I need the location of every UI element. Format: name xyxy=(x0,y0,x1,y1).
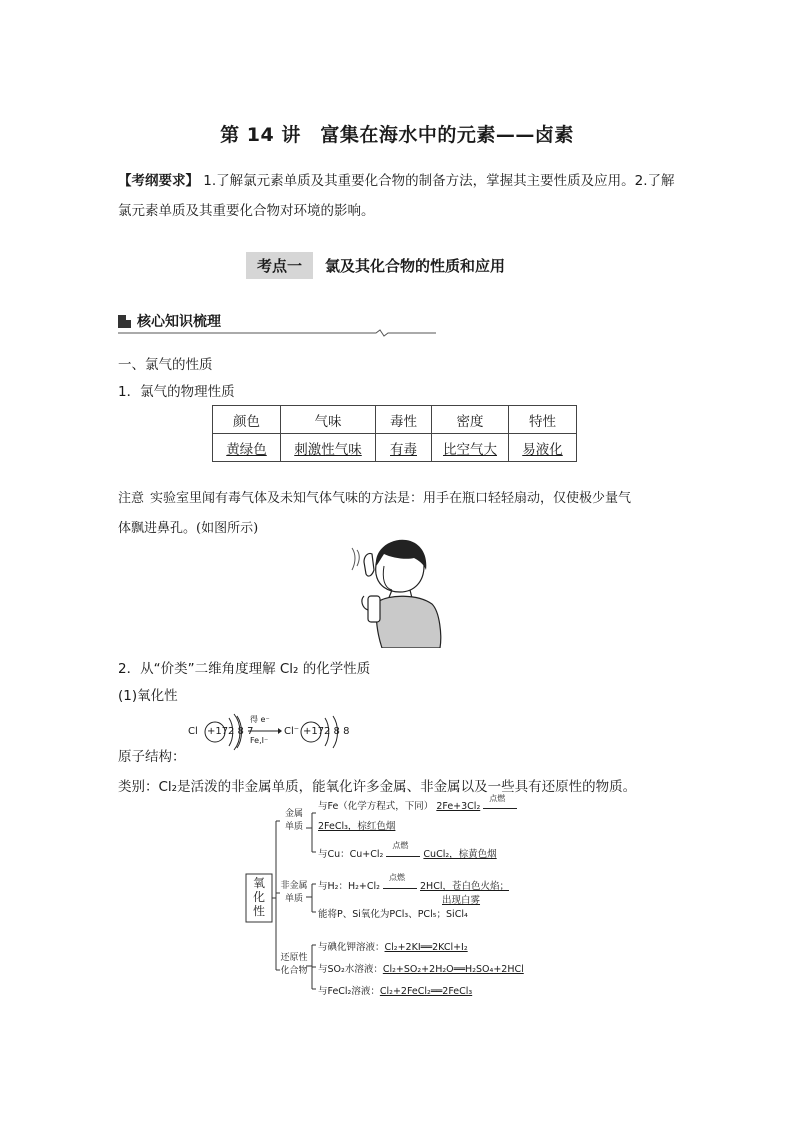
tree-root-label: 氧化性 xyxy=(252,876,265,918)
atom-structure-label: 原子结构： xyxy=(118,749,186,765)
table-cell: 刺激性气味 xyxy=(281,434,376,462)
branch-label-line: 化合物 xyxy=(280,966,308,976)
item-prefix: 与FeCl₂溶液： xyxy=(318,986,380,997)
outer-shell-arc xyxy=(218,712,244,752)
item-prefix: 与SO₂水溶液： xyxy=(318,964,383,975)
kaodian-tag: 考点一 xyxy=(246,252,313,279)
heading-physical-properties: 1．氯气的物理性质 xyxy=(118,384,235,400)
tree-item xyxy=(318,873,509,892)
reagent-label: Fe,I⁻ xyxy=(250,736,269,745)
table-cell: 有毒 xyxy=(376,434,432,462)
heading-chlorine-properties: 一、氯气的性质 xyxy=(118,357,213,373)
condition-bar xyxy=(483,794,517,809)
note-paragraph xyxy=(118,484,683,544)
section-heading xyxy=(118,309,436,333)
condition-label: 点燃 xyxy=(489,794,506,803)
requirement-label: 【考纲要求】 xyxy=(118,173,199,189)
table-header-cell: 气味 xyxy=(281,406,376,434)
table-header-cell: 密度 xyxy=(432,406,509,434)
tree-item: 能将P、Si氧化为PCl₃、PCl₅；SiCl₄ xyxy=(318,909,468,920)
item-equation: 2Fe+3Cl₂ xyxy=(436,801,481,812)
item-prefix: 与碘化钾溶液： xyxy=(318,942,385,953)
branch-label-metal xyxy=(282,808,306,834)
table-cell: 黄绿色 xyxy=(213,434,281,462)
heading-oxidizing: (1)氧化性 xyxy=(118,688,178,704)
category-text: 类别：Cl₂是活泼的非金属单质，能氧化许多金属、非金属以及一些具有还原性的物质。 xyxy=(118,779,637,795)
tree-item xyxy=(318,939,468,953)
item-line2: 出现白雾 xyxy=(442,895,481,906)
item-prefix: 与Cu： xyxy=(318,849,350,860)
kaodian-header xyxy=(246,252,505,278)
atom-structure-diagram xyxy=(188,706,358,756)
item-product: 2HCl，苍白色火焰； xyxy=(420,881,509,892)
item-prefix: 与Fe（化学方程式，下同） xyxy=(318,801,434,812)
nucleus-charge: +17 xyxy=(207,726,229,737)
branch-label-line: 非金属 xyxy=(280,881,308,891)
exam-requirement xyxy=(118,166,683,226)
branch-label-nonmetal xyxy=(278,880,310,906)
item-equation: H₂+Cl₂ xyxy=(347,881,380,892)
table-header-cell: 特性 xyxy=(509,406,577,434)
electron-shells-atom: 2 8 7 xyxy=(228,726,254,737)
table-cell: 易液化 xyxy=(509,434,577,462)
table-row xyxy=(213,434,577,462)
reaction-arrow xyxy=(248,728,282,734)
cl-atom-symbol: Cl xyxy=(188,726,198,737)
heading-chemical-properties: 2．从“价类”二维角度理解 Cl₂ 的化学性质 xyxy=(118,661,371,677)
condition-label: 点燃 xyxy=(388,873,405,882)
ion-nucleus-charge: +17 xyxy=(303,726,325,737)
kaodian-text: 氯及其化合物的性质和应用 xyxy=(325,256,506,275)
tree-item xyxy=(318,961,524,975)
item-equation: Cl₂+2FeCl₂══2FeCl₃ xyxy=(379,986,473,997)
note-line1: 实验室里闻有毒气体及未知气体气味的方法是：用手在瓶口轻轻扇动，仅使极少量气 xyxy=(150,491,632,506)
gain-electron-label: 得 e⁻ xyxy=(250,715,270,724)
square-icon xyxy=(118,315,131,328)
electron-shells-ion: 2 8 8 xyxy=(324,726,350,737)
item-equation: Cl₂+2KI══2KCl+I₂ xyxy=(384,942,468,953)
cl-ion-symbol: Cl⁻ xyxy=(284,726,300,737)
section-heading-text: 核心知识梳理 xyxy=(137,314,221,330)
page-title: 第 14 讲 富集在海水中的元素——卤素 xyxy=(220,124,574,146)
physical-properties-table xyxy=(212,405,577,462)
item-line2: 2FeCl₃，棕红色烟 xyxy=(318,821,396,832)
tree-item xyxy=(318,983,472,997)
condition-label: 点燃 xyxy=(392,841,409,850)
branch-label-reducing xyxy=(278,952,310,978)
item-prefix: 与H₂： xyxy=(318,881,348,892)
condition-bar xyxy=(386,841,420,857)
heading-underline xyxy=(118,329,438,337)
table-header-cell: 毒性 xyxy=(376,406,432,434)
child-smelling-illustration xyxy=(348,536,448,648)
oxidation-tree-diagram xyxy=(240,794,560,1000)
item-equation: Cu+Cl₂ xyxy=(349,849,384,860)
requirement-line2: 氯元素单质及其重要化合物对环境的影响。 xyxy=(118,203,375,219)
tree-item xyxy=(318,841,497,860)
item-product: CuCl₂，棕黄色烟 xyxy=(423,849,497,860)
requirement-line1: 1.了解氯元素单质及其重要化合物的制备方法，掌握其主要性质及应用。2.了解 xyxy=(199,173,675,189)
table-row xyxy=(213,406,577,434)
condition-bar xyxy=(383,873,417,889)
item-equation: Cl₂+SO₂+2H₂O══H₂SO₄+2HCl xyxy=(382,964,524,975)
note-label: 注意 xyxy=(118,491,145,506)
note-line2: 体飘进鼻孔。(如图所示) xyxy=(118,521,259,536)
table-header-cell: 颜色 xyxy=(213,406,281,434)
tree-item xyxy=(318,794,517,813)
table-cell: 比空气大 xyxy=(432,434,509,462)
branch-label-line: 还原性 xyxy=(280,953,308,963)
branch-label-line: 单质 xyxy=(284,822,303,832)
branch-label-line: 金属 xyxy=(284,809,303,819)
branch-label-line: 单质 xyxy=(284,894,303,904)
